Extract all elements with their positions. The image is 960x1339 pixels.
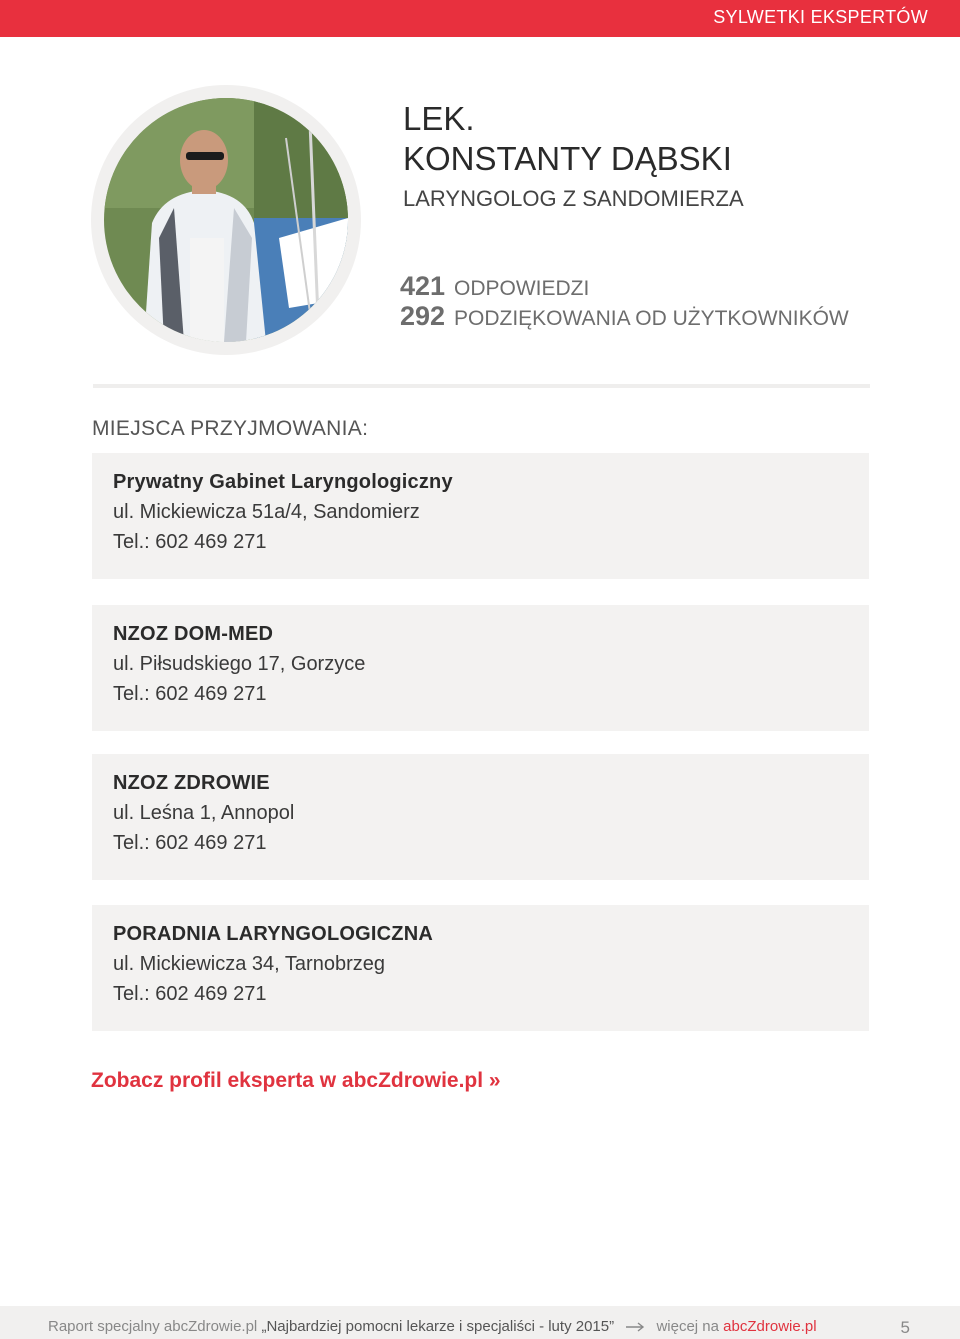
place-phone: Tel.: 602 469 271 [113,531,267,553]
place-name: NZOZ ZDROWIE [113,772,270,794]
place-name: NZOZ DOM-MED [113,623,274,645]
place-address: ul. Mickiewicza 51a/4, Sandomierz [113,501,420,523]
top-bar [0,0,960,37]
doctor-name: KONSTANTY DĄBSKI [403,140,732,177]
place-address: ul. Mickiewicza 34, Tarnobrzeg [113,953,385,975]
place-name: Prywatny Gabinet Laryngologiczny [113,471,453,493]
place-card [92,905,869,1031]
footer [0,1306,960,1339]
place-phone: Tel.: 602 469 271 [113,832,267,854]
page-number: 5 [900,1318,910,1337]
place-phone: Tel.: 602 469 271 [113,983,267,1005]
place-card [92,453,869,579]
divider [93,384,870,388]
stat-thanks [400,301,849,332]
stat-answers [400,271,589,302]
place-phone: Tel.: 602 469 271 [113,683,267,705]
section-title: SYLWETKI EKSPERTÓW [713,7,928,27]
footer-text [48,1318,817,1336]
more-text: więcej na [656,1318,719,1335]
stat-label: PODZIĘKOWANIA OD UŻYTKOWNIKÓW [454,307,849,330]
view-profile-link[interactable]: Zobacz profil eksperta w abcZdrowie.pl » [91,1069,501,1092]
doctor-specialty: LARYNGOLOG Z SANDOMIERZA [403,186,744,211]
stat-value: 421 [400,271,446,301]
report-title: „Najbardziej pomocni lekarze i specjaliści - luty 2015” [261,1318,615,1335]
doctor-title-prefix: LEK. [403,100,475,137]
place-address: ul. Piłsudskiego 17, Gorzyce [113,653,366,675]
place-address: ul. Leśna 1, Annopol [113,802,295,824]
report-text: Raport specjalny abcZdrowie.pl [48,1318,258,1335]
doctor-photo [104,98,348,342]
place-card [92,754,869,880]
places-heading: MIEJSCA PRZYJMOWANIA: [92,417,369,440]
place-name: PORADNIA LARYNGOLOGICZNA [113,923,433,945]
stat-label: ODPOWIEDZI [454,277,590,300]
place-card [92,605,869,731]
arrow-right-icon [626,1319,646,1336]
more-link[interactable]: abcZdrowie.pl [723,1318,817,1335]
stat-value: 292 [400,301,446,331]
